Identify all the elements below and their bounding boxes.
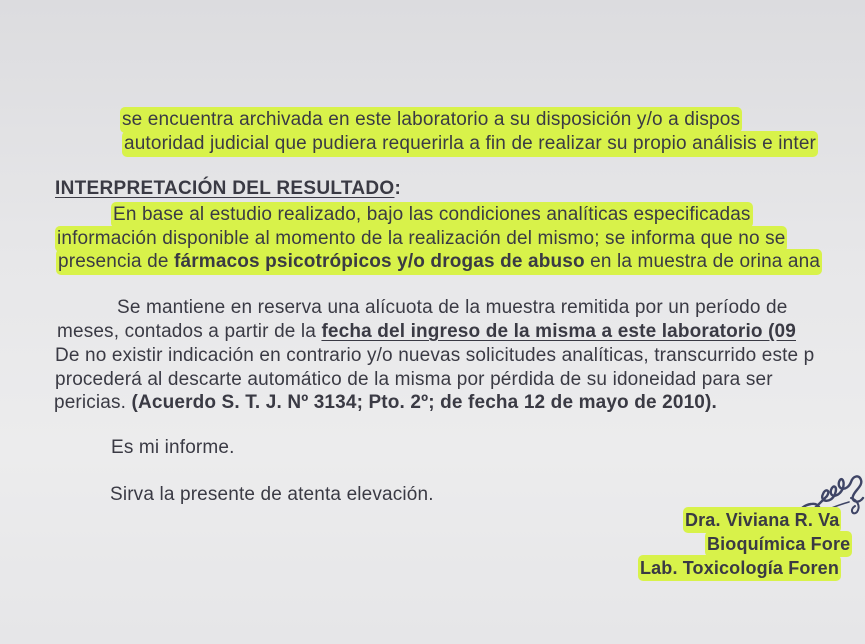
interpretation-heading-text: INTERPRETACIÓN DEL RESULTADO xyxy=(55,178,395,199)
reserve-line-5 xyxy=(54,392,717,414)
interpretation-line-3-bold: fármacos psicotrópicos y/o drogas de abuso xyxy=(174,251,585,272)
interpretation-heading xyxy=(55,178,401,200)
closing-line-1: Es mi informe. xyxy=(111,437,235,458)
top-paragraph-line-1: se encuentra archivada en este laboratorio a su disposición y/o a dispos xyxy=(122,109,741,130)
signature-lab: Lab. Toxicología Foren xyxy=(640,558,839,578)
signature-name: Dra. Viviana R. Va xyxy=(685,510,840,530)
reserve-line-2 xyxy=(57,321,796,343)
reserve-line-2-underlined: fecha del ingreso de la misma a este laboratorio (09 xyxy=(321,321,796,342)
interpretation-line-2: información disponible al momento de la realización del mismo; se informa que no se xyxy=(57,228,786,249)
reserve-line-5-bold: (Acuerdo S. T. J. Nº 3134; Pto. 2º; de fecha 12 de mayo de 2010). xyxy=(131,392,717,413)
reserve-line-2-pre: meses, contados a partir de la xyxy=(57,321,322,342)
reserve-line-1: Se mantiene en reserva una alícuota de la muestra remitida por un período de xyxy=(117,297,788,318)
interpretation-line-3 xyxy=(58,251,820,273)
closing-line-2: Sirva la presente de atenta elevación. xyxy=(110,484,434,505)
reserve-line-5-pre: pericias. xyxy=(54,392,132,413)
signature-title: Bioquímica Fore xyxy=(707,534,851,554)
interpretation-line-3-post: en la muestra de orina ana xyxy=(584,251,821,272)
interpretation-heading-colon: : xyxy=(394,178,401,199)
interpretation-line-3-pre: presencia de xyxy=(58,251,175,272)
reserve-line-4: procederá al descarte automático de la misma por pérdida de su idoneidad para ser xyxy=(55,369,773,390)
reserve-line-3: De no existir indicación en contrario y/o nuevas solicitudes analíticas, transcurrido este p xyxy=(55,345,815,366)
interpretation-line-1: En base al estudio realizado, bajo las condiciones analíticas especificadas xyxy=(113,204,751,225)
top-paragraph-line-2: autoridad judicial que pudiera requerirla a fin de realizar su propio análisis e inter xyxy=(124,133,817,154)
